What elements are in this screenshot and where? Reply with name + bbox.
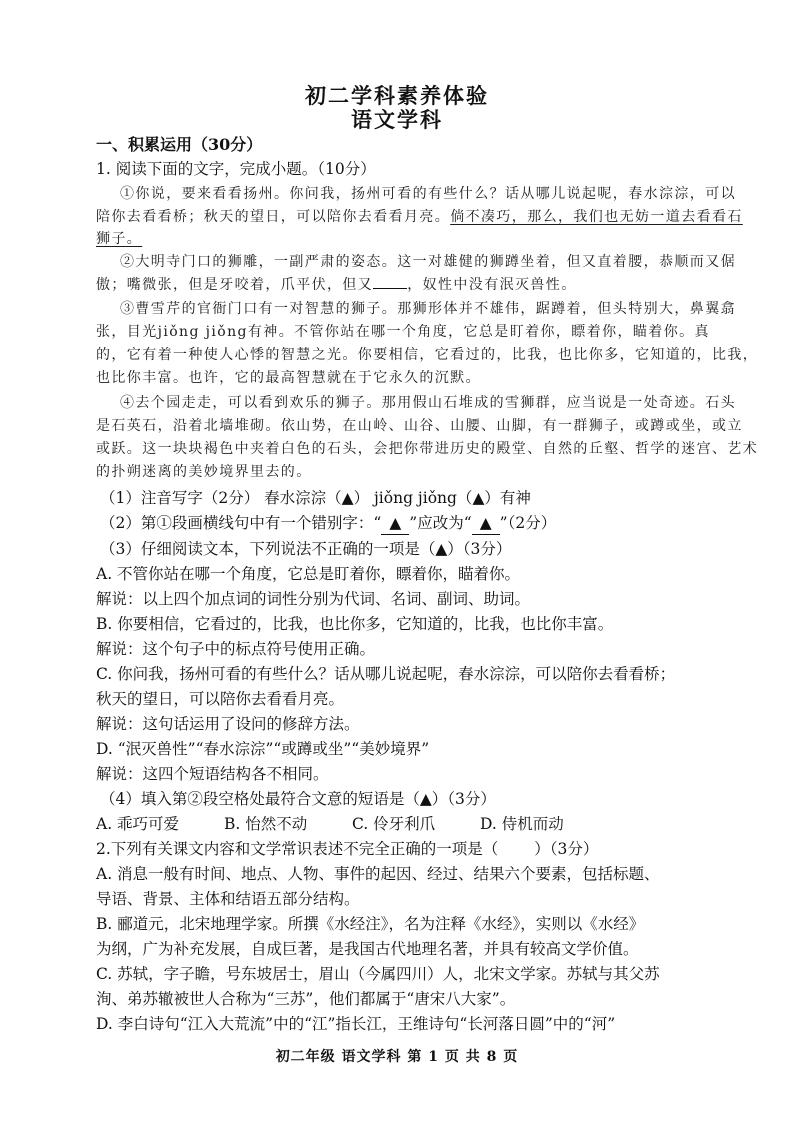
page-title: 初二学科素养体验 bbox=[305, 83, 489, 108]
option-d: D. “泯灭兽性”“春水淙淙”“或蹲或坐”“美妙境界” bbox=[96, 740, 430, 758]
subquestion-2-text-b: ”应改为“ bbox=[409, 514, 472, 532]
question-2-text-b: ）（3分） bbox=[534, 840, 599, 858]
passage-p2-text-b: ，奴性中没有泯灭兽性。 bbox=[407, 277, 577, 293]
fill-blank[interactable] bbox=[373, 274, 407, 289]
subquestion-4-text-a: （4）填入第②段空格处最符合文意的短语是（ bbox=[100, 790, 420, 808]
subquestion-2 bbox=[100, 512, 716, 535]
option-c-line1: C. 你问我，扬州可看的有些什么？话从哪儿说起呢，春水淙淙，可以陪你去看看桥； bbox=[96, 665, 676, 683]
passage-p4-line3: 或跃。这一块块褐色中夹着白色的石头，会把你带进历史的殿堂、自然的丘壑、哲学的迷宫、艺术 bbox=[96, 441, 759, 457]
subquestion-1-text-a: （1）注音写字（2分） 春水淙淙（ bbox=[100, 489, 342, 507]
subquestion-2-text-a: （2）第①段画横线句中有一个错别字：“ bbox=[100, 514, 382, 532]
subquestion-1 bbox=[100, 487, 716, 509]
passage-p4-line4: 的扑朔迷离的美妙境界里去的。 bbox=[96, 464, 312, 480]
subquestion-3-text-a: （3）仔细阅读文本，下列说法不正确的一项是（ bbox=[100, 540, 436, 558]
passage-p3-line4: 也比你丰富。也许，它的最高智慧就在于它永久的沉默。 bbox=[96, 370, 481, 386]
subquestion-4 bbox=[100, 788, 716, 810]
answer-marker[interactable]: ▲ bbox=[472, 488, 485, 507]
subquestion-2-text-c: ”（2分） bbox=[499, 514, 557, 532]
q2-option-c-line1: C. 苏轼，字子瞻，号东坡居士，眉山（今属四川）人，北宋文学家。苏轼与其父苏 bbox=[96, 965, 660, 983]
underlined-sentence-end: 狮子。 bbox=[96, 231, 143, 247]
question-1-stem: 1. 阅读下面的文字，完成小题。（10分） bbox=[96, 160, 376, 178]
passage-p1-line2 bbox=[96, 206, 743, 228]
passage-p3-line2: 张，目光jiǒng jiǒng有神。不管你站在哪一个角度，它总是盯着你，瞟着你，瞄着你。真 bbox=[96, 324, 710, 340]
choice-b[interactable]: B. 怡然不动 bbox=[224, 815, 308, 833]
q2-option-a-line2: 导语、背景、主体和结语五部分结构。 bbox=[96, 890, 360, 908]
subquestion-4-options bbox=[96, 813, 712, 835]
subquestion-3 bbox=[100, 538, 716, 560]
answer-marker[interactable]: ▲ bbox=[381, 512, 409, 535]
q2-option-b-line2: 为纲，广为补充发展，自成巨著，是我国古代地理名著，并具有较高文学价值。 bbox=[96, 940, 639, 958]
option-b-explanation: 解说：这个句子中的标点符号使用正确。 bbox=[96, 640, 376, 658]
passage-p3-line1: ③曹雪芹的官衙门口有一对智慧的狮子。那狮形体并不雄伟，踞蹲着，但头特别大，鼻翼翕 bbox=[120, 301, 736, 317]
option-b: B. 你要相信，它看过的，比我，也比你多，它知道的，比我，也比你丰富。 bbox=[96, 615, 614, 633]
passage-p1-text: 陪你去看看桥；秋天的望日，可以陪你去看看月亮。 bbox=[96, 209, 451, 225]
q2-option-d-line1: D. 李白诗句“江入大荒流”中的“江”指长江，王维诗句“长河落日圆”中的“河” bbox=[96, 1015, 616, 1033]
choice-d[interactable]: D. 侍机而动 bbox=[480, 815, 564, 833]
option-d-explanation: 解说：这四个短语结构各不相同。 bbox=[96, 765, 329, 783]
passage-p1-line1: ①你说，要来看看扬州。你问我，扬州可看的有些什么？话从哪儿说起呢，春水淙淙，可以 bbox=[120, 186, 736, 202]
choice-a[interactable]: A. 乖巧可爱 bbox=[96, 815, 180, 833]
page-footer: 初二年级 语文学科 第 1 页 共 8 页 bbox=[275, 1049, 519, 1065]
passage-p4-line2: 是石英石，沿着北墙堆砌。依山势，在山岭、山谷、山腰、山脚，有一群狮子，或蹲或坐，或立 bbox=[96, 418, 743, 434]
q2-option-b-line1: B. 郦道元，北宋地理学家。所撰《水经注》，名为注释《水经》，实则以《水经》 bbox=[96, 915, 645, 933]
passage-p2-text-a: 傲；嘴微张，但是牙咬着，爪平伏，但又 bbox=[96, 277, 374, 293]
question-2-stem bbox=[96, 838, 712, 860]
option-c-explanation: 解说：这句话运用了设问的修辞方法。 bbox=[96, 715, 360, 733]
answer-marker[interactable]: ▲ bbox=[435, 539, 448, 558]
underlined-sentence: 倘不凑巧，那么，我们也无妨一道去看看石 bbox=[450, 209, 743, 225]
option-a-explanation: 解说：以上四个加点词的词性分别为代词、名词、副词、助词。 bbox=[96, 590, 531, 608]
section-heading: 一、积累运用（30分） bbox=[96, 135, 263, 154]
passage-p2-line2 bbox=[96, 274, 712, 296]
passage-p3-line3: 的，它有着一种使人心悸的智慧之光。你要相信，它看过的，比我，也比你多，它知道的，比我， bbox=[96, 347, 759, 363]
answer-marker[interactable]: ▲ bbox=[341, 488, 354, 507]
option-c-line2: 秋天的望日，可以陪你去看看月亮。 bbox=[96, 690, 345, 708]
q2-option-a-line1: A. 消息一般有时间、地点、人物、事件的起因、经过、结果六个要素，包括标题、 bbox=[96, 865, 660, 883]
option-a: A. 不管你站在哪一个角度，它总是盯着你，瞟着你，瞄着你。 bbox=[96, 565, 521, 583]
subquestion-3-text-b: ）（3分） bbox=[447, 540, 512, 558]
page-subtitle: 语文学科 bbox=[351, 107, 443, 132]
subquestion-1-text-b: ） jiǒng jiǒng（ bbox=[353, 489, 473, 507]
subquestion-1-text-c: ）有神 bbox=[484, 489, 531, 507]
subquestion-4-text-b: ）（3分） bbox=[431, 790, 496, 808]
question-2-text-a: 2.下列有关课文内容和文学常识表述不完全正确的一项是（ bbox=[96, 840, 499, 858]
choice-c[interactable]: C. 伶牙利爪 bbox=[352, 815, 436, 833]
passage-p1-line3 bbox=[96, 228, 712, 250]
answer-marker[interactable]: ▲ bbox=[419, 789, 432, 808]
passage-p2-line1: ②大明寺门口的狮雕，一副严肃的姿态。这一对雄健的狮蹲坐着，但又直着腰，恭顺而又倨 bbox=[120, 254, 736, 270]
passage-p4-line1: ④去个园走走，可以看到欢乐的狮子。那用假山石堆成的雪狮群，应当说是一处奇迹。石头 bbox=[120, 395, 736, 411]
answer-marker[interactable]: ▲ bbox=[472, 512, 500, 535]
q2-option-c-line2: 洵、弟苏辙被世人合称为“三苏”，他们都属于“唐宋八大家”。 bbox=[96, 990, 516, 1008]
